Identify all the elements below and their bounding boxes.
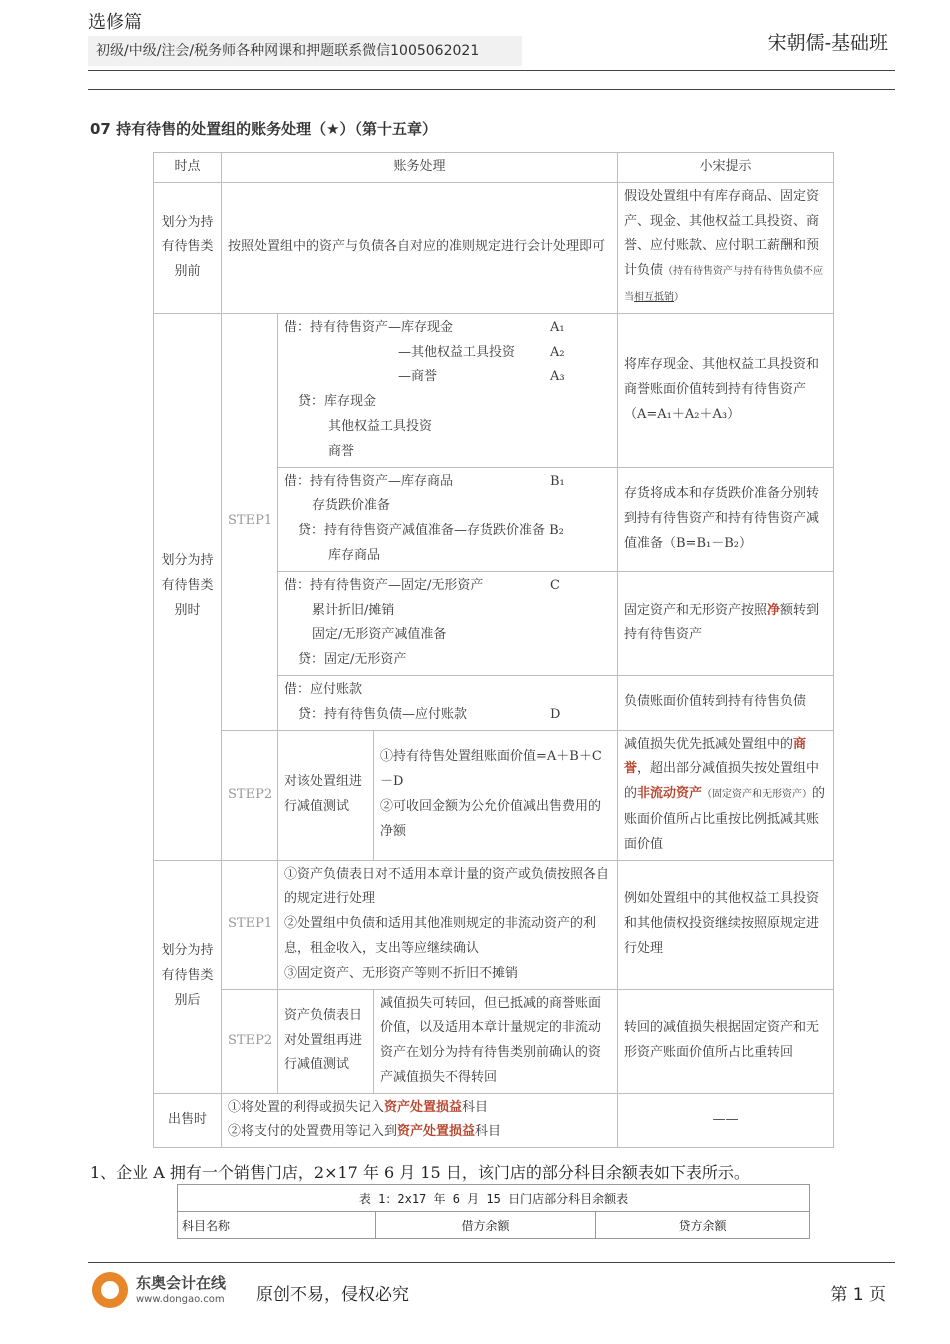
balance-col-credit: 贷方余额 [596,1212,810,1239]
during-step2-content: ①持有待售处置组账面价值=A＋B＋C－D ②可收回金额为公允价值减出售费用的净额 [374,730,618,860]
entry-fixed-intangible-tip: 固定资产和无形资产按照净额转到持有待售资产 [618,571,834,675]
after-step1-label: STEP1 [222,860,278,989]
row-after-label: 划分为持有待售类别后 [154,860,222,1093]
row-before-label: 划分为持有待售类别前 [154,182,222,313]
question-1: 1、企业 A 拥有一个销售门店，2×17 年 6 月 15 日，该门店的部分科目余额表如下表所示。 [90,1163,750,1182]
row-before-content: 按照处置组中的资产与负债各自对应的准则规定进行会计处理即可 [222,182,618,313]
entry-payables: 借：应付账款 贷：持有待售负债—应付账款 D [278,675,618,730]
header-course-name: 宋朝儒-基础班 [767,32,888,54]
dongao-logo-icon [92,1272,128,1308]
after-step1-tip: 例如处置组中的其他权益工具投资和其他债权投资继续按照原规定进行处理 [618,860,834,989]
after-step2-label: STEP2 [222,989,278,1093]
section-title: 07 持有待售的处置组的账务处理（★）（第十五章） [90,120,438,138]
entry-inventory-tip: 存货将成本和存货跌价准备分别转到持有待售资产和持有待售资产减值准备（B=B₁－B₂） [618,467,834,571]
footer-divider [88,1262,895,1263]
entry-cash-equity-goodwill: 借：持有待售资产—库存现金 A₁ —其他权益工具投资 A₂ —商誉 A₃ 贷：库存现金 其他权益工具投资 商誉 [278,313,618,467]
row-sale-tip: —— [618,1093,834,1148]
entry-inventory: 借：持有待售资产—库存商品 B₁ 存货跌价准备 贷：持有待售资产减值准备—存货跌价准备 B₂ 库存商品 [278,467,618,571]
entry-fixed-intangible: 借：持有待售资产—固定/无形资产 C 累计折旧/摊销 固定/无形资产减值准备 贷：固定/无形资产 [278,571,618,675]
during-step2-tip: 减值损失优先抵减处置组中的商誉，超出部分减值损失按处置组中的非流动资产（固定资产和无形资产）的账面价值所占比重按比例抵减其账面价值 [618,730,834,860]
header-contact-banner: 初级/中级/注会/税务师各种网课和押题联系微信1005062021 [88,36,522,66]
balance-table [177,1184,810,1239]
during-step2-label: STEP2 [222,730,278,860]
after-step2-tip: 转回的减值损失根据固定资产和无形资产账面价值所占比重转回 [618,989,834,1093]
during-step1-label: STEP1 [222,313,278,730]
balance-table-title: 表 1：2x17 年 6 月 15 日门店部分科目余额表 [178,1185,810,1212]
footer-copyright: 原创不易，侵权必究 [256,1285,409,1305]
head-timepoint: 时点 [154,153,222,183]
head-tips: 小宋提示 [618,153,834,183]
row-sale-label: 出售时 [154,1093,222,1148]
logo-url: www.dongao.com [136,1294,225,1305]
during-step2-test: 对该处置组进行减值测试 [278,730,374,860]
row-before-tip: 假设处置组中有库存商品、固定资产、现金、其他权益工具投资、商誉、应付账款、应付职工薪酬和预计负债（持有待售资产与持有待售负债不应当相互抵销） [618,182,834,313]
after-step1-content: ①资产负债表日对不适用本章计量的资产或负债按照各自的规定进行处理 ②处置组中负债和适用其他准则规定的非流动资产的利息，租金收入，支出等应继续确认 ③固定资产、无形资产等则不折旧不摊销 [278,860,618,989]
after-step2-content: 减值损失可转回，但已抵减的商誉账面价值，以及适用本章计量规定的非流动资产在划分为持有待售类别前确认的资产减值损失不得转回 [374,989,618,1093]
balance-col-debit: 借方余额 [376,1212,596,1239]
accounting-table [153,152,834,1148]
row-sale-content: ①将处置的利得或损失记入资产处置损益科目 ②将支付的处置费用等记入到资产处置损益科目 [222,1093,618,1148]
header-divider-bottom [88,89,895,90]
header-left-title: 选修篇 [88,12,142,33]
header-divider-top [88,70,895,71]
footer-page-number: 第 1 页 [830,1285,886,1305]
logo-name: 东奥会计在线 [136,1274,227,1292]
entry-payables-tip: 负债账面价值转到持有待售负债 [618,675,834,730]
head-accounting: 账务处理 [222,153,618,183]
balance-col-account: 科目名称 [178,1212,376,1239]
row-during-label: 划分为持有待售类别时 [154,313,222,860]
after-step2-test: 资产负债表日对处置组再进行减值测试 [278,989,374,1093]
entry-cash-equity-goodwill-tip: 将库存现金、其他权益工具投资和商誉账面价值转到持有待售资产（A=A₁＋A₂＋A₃） [618,313,834,467]
dongao-logo [92,1270,232,1316]
